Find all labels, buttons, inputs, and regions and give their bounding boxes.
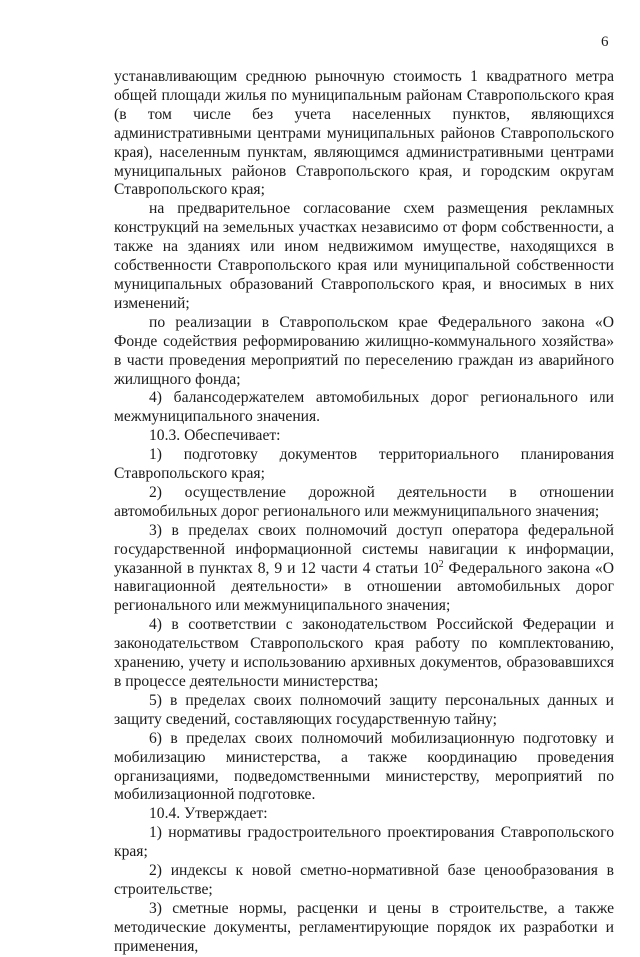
paragraph: 2) осуществление дорожной деятельности в отношении автомобильных дорог регионального или межмуниципального значения; [114, 483, 614, 520]
superscript: 2 [438, 558, 444, 570]
paragraph: 2) индексы к новой сметно-нормативной базе ценообразования в строительстве; [114, 862, 614, 898]
paragraph-text: 3) в пределах своих полномочий доступ оператора федеральной государственной информационной системы навигации к информации, указанной в пунктах 8, 9 и 12 части 4 статьи 10 [114, 521, 614, 577]
paragraph: 4) в соответствии с законодательством Российской Федерации и законодательством Ставропольского края работу по комплектованию, хранению, учету и использованию архивных документов, образовавшихся в процессе деятельности министерства; [114, 616, 614, 690]
paragraph: 1) подготовку документов территориального планирования Ставропольского края; [114, 446, 614, 483]
paragraph: 6) в пределах своих полномочий мобилизационную подготовку и мобилизацию министерства, а также координацию проведения организациями, подведомственными министерству, мероприятий по мобилизационной подготовке. [114, 729, 614, 804]
section-heading: 10.4. Утверждает: [149, 805, 268, 823]
document-body [114, 68, 614, 957]
section-heading: 10.3. Обеспечивает: [149, 427, 281, 445]
paragraph: устанавливающим среднюю рыночную стоимость 1 квадратного метра общей площади жилья по муниципальным районам Ставропольского края (в том числе без учета населенных пунктов, являющихся административными центрами муниципальных районов Ставропольского края), населенным пунктам, являющимся административными центрами муниципальных районов Ставропольского края, и городским округам Ставропольского края; [114, 68, 614, 199]
paragraph-text: Федерального закона «О навигационной деятельности» в отношении автомобильных дорог регионального или межмуниципального значения; [114, 559, 614, 615]
paragraph: 1) нормативы градостроительного проектирования Ставропольского края; [114, 824, 614, 861]
paragraph: 3) сметные нормы, расценки и цены в строительстве, а также методические документы, регламентирующие порядок их разработки и применения, [114, 899, 614, 955]
paragraph: 5) в пределах своих полномочий защиту персональных данных и защиту сведений, составляющих государственную тайну; [114, 691, 614, 728]
page-number: 6 [601, 34, 609, 50]
paragraph: по реализации в Ставропольском крае Федерального закона «О Фонде содействия реформированию жилищно-коммунального хозяйства» в части проведения мероприятий по переселению граждан из аварийного жилищного фонда; [114, 313, 614, 388]
paragraph [114, 522, 614, 617]
paragraph: 4) балансодержателем автомобильных дорог регионального или межмуниципального значения. [114, 389, 614, 426]
paragraph: на предварительное согласование схем размещения рекламных конструкций на земельных участках независимо от форм собственности, а также на зданиях или ином недвижимом имуществе, находящихся в собственности Ставропольского края или муниципальной собственности муниципальных образований Ставропольского края, и вносимых в них изменений; [114, 200, 614, 312]
